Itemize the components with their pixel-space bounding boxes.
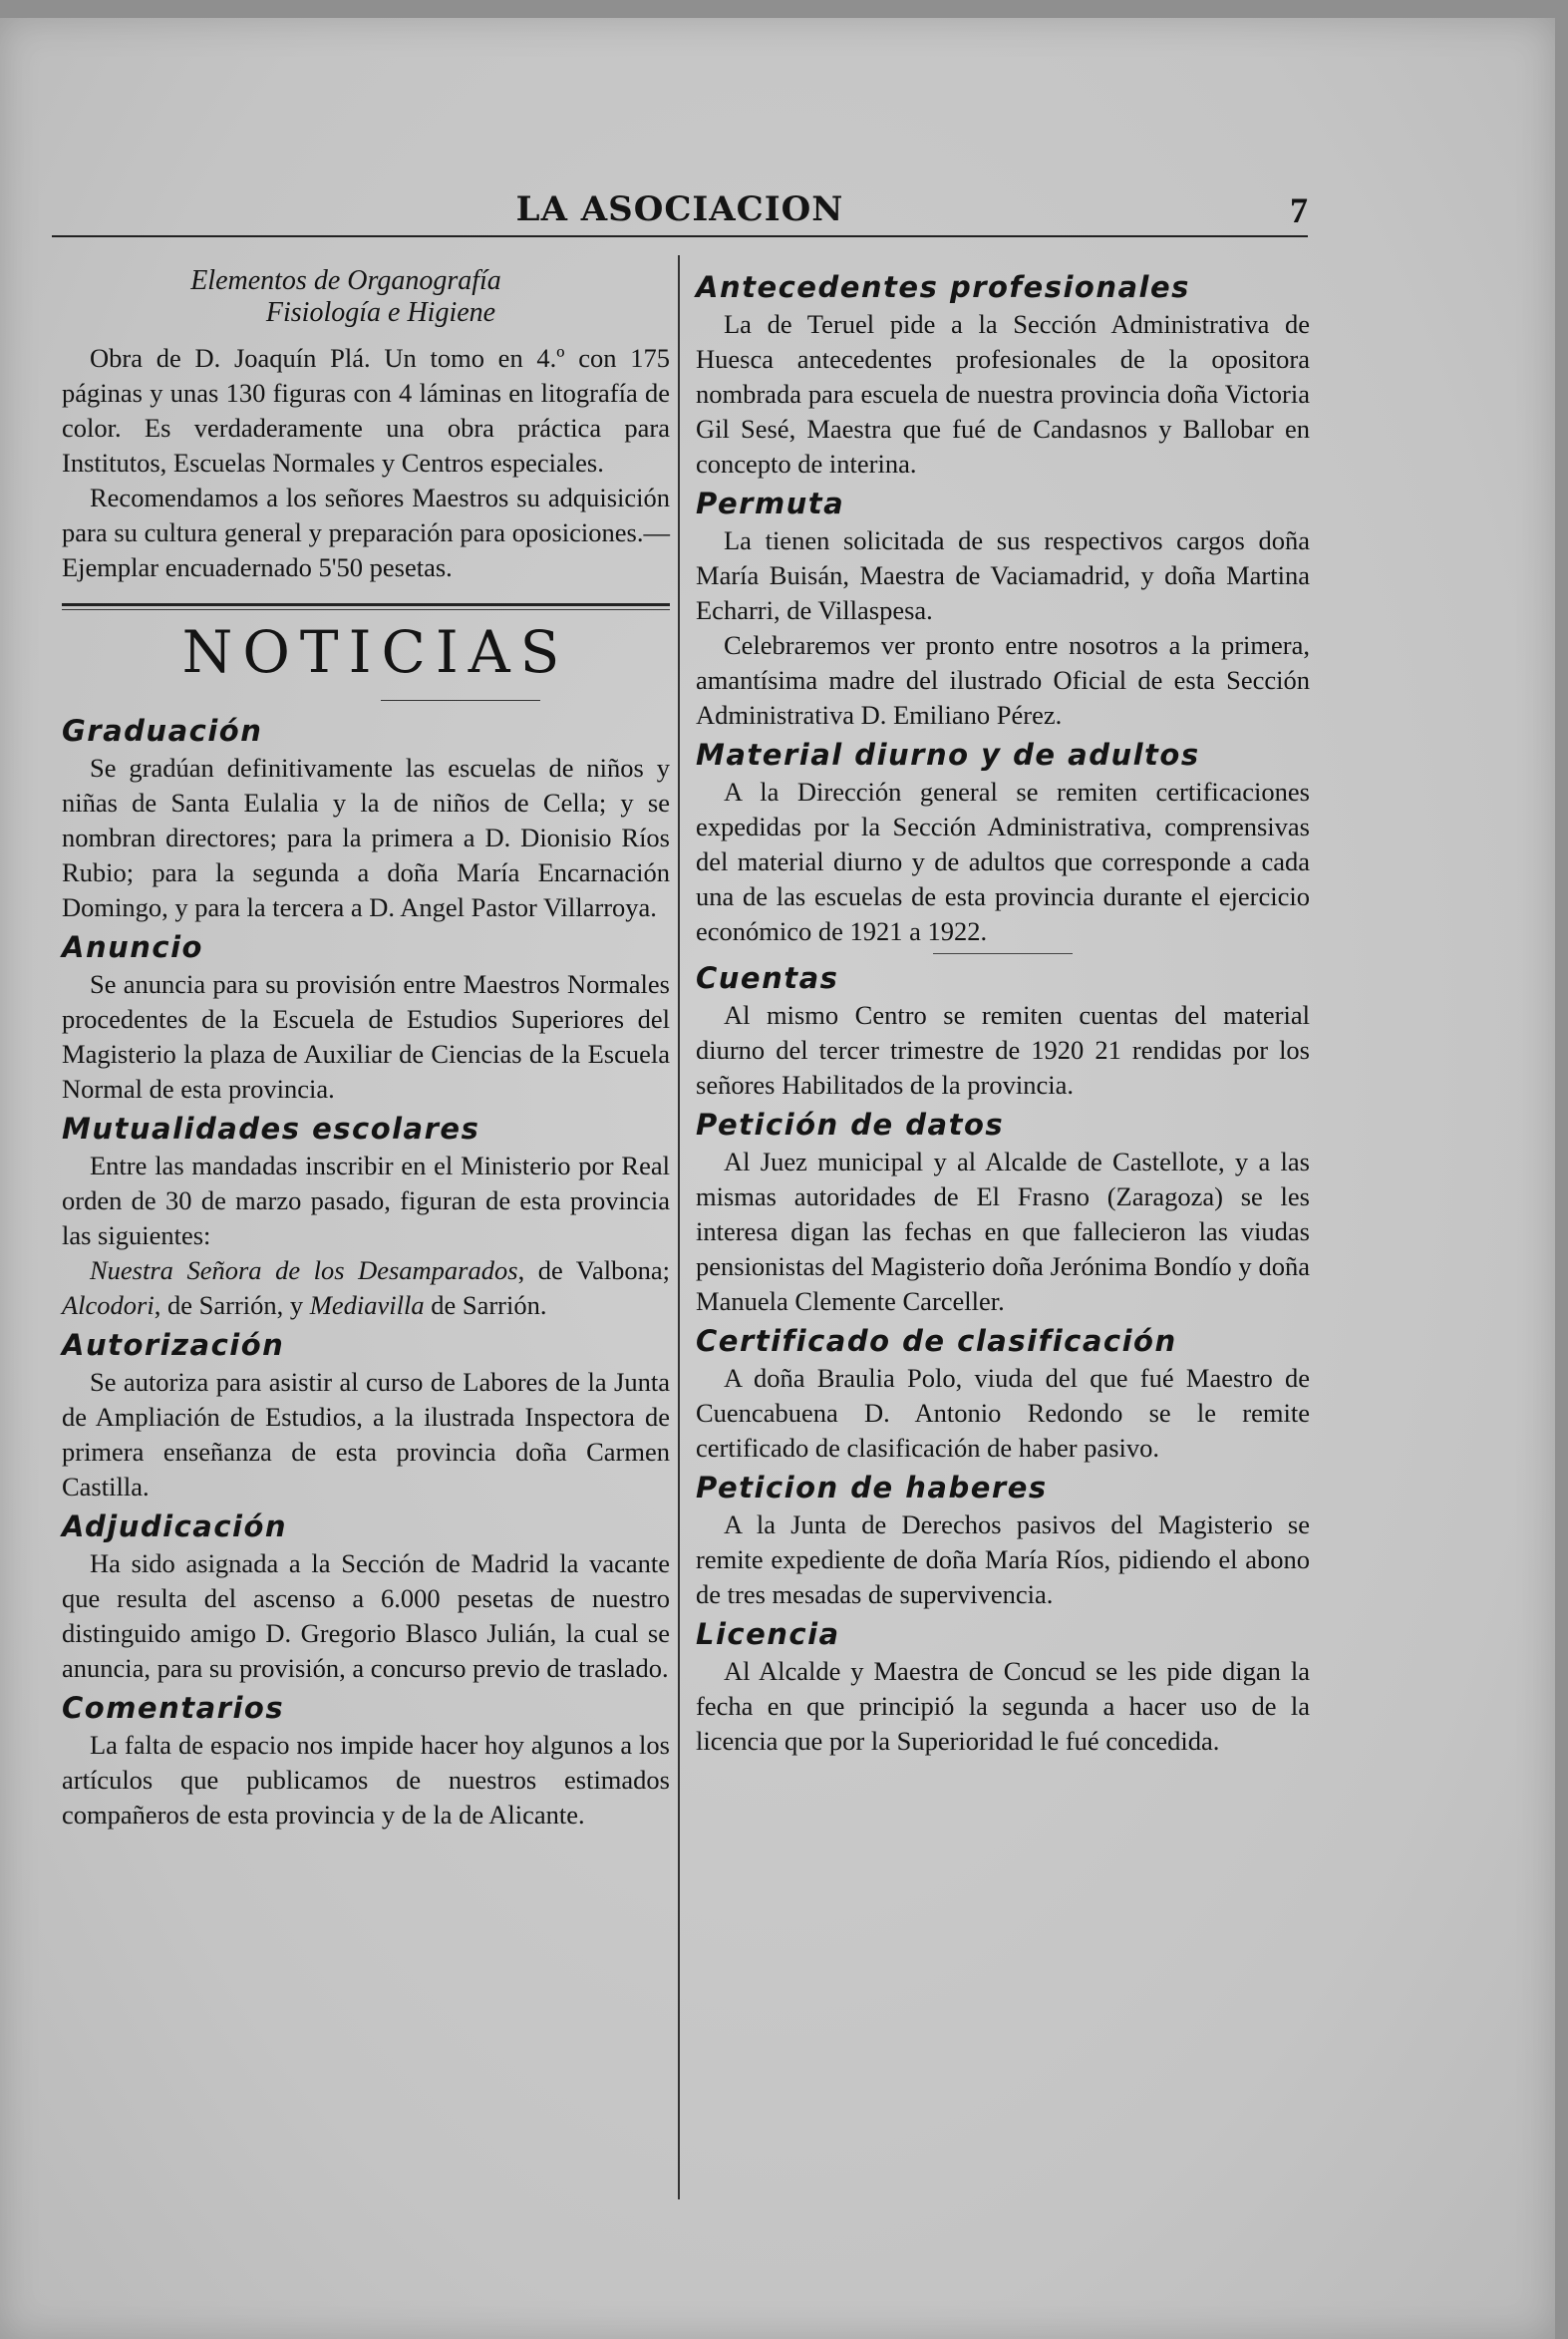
- book-recommendation: Recomendamos a los señores Maestros su adquisición para su cultura general y preparación para oposiciones.—Ejemplar encuadernado 5'50 pesetas.: [62, 483, 670, 582]
- book-title-line-1: Elementos de Organografía: [190, 265, 501, 296]
- left-column: [62, 265, 670, 1833]
- noticias-heading: NOTICIAS: [181, 618, 570, 686]
- section-title-adjudicacion: Adjudicación: [62, 1509, 288, 1543]
- section-title-antecedentes: Antecedentes profesionales: [696, 270, 1190, 304]
- section-separator: [933, 953, 1073, 954]
- section-title-autorizacion: Autorización: [62, 1328, 285, 1362]
- section-title-peticion-datos: Petición de datos: [696, 1108, 1005, 1142]
- section-text-haberes: A la Junta de Derechos pasivos del Magisterio se remite expediente de doña María Ríos, pidiendo el abono de tres mesadas de supervivencia.: [696, 1509, 1310, 1609]
- page-header: [52, 189, 1308, 239]
- section-text-permuta-2: Celebraremos ver pronto entre nosotros a la primera, amantísima madre del ilustrado Oficial de esta Sección Administrativa D. Emiliano Pérez.: [696, 630, 1310, 730]
- section-text-licencia: Al Alcalde y Maestra de Concud se les pide digan la fecha en que principió la segunda a hacer uso de la licencia que por la Superioridad le fué concedida.: [696, 1656, 1310, 1756]
- mutualidad-name-1: Nuestra Señora de los Desamparados: [90, 1255, 518, 1285]
- book-title: [62, 265, 670, 329]
- section-title-licencia: Licencia: [696, 1617, 840, 1651]
- mutualidad-name-2: Alcodori: [62, 1290, 155, 1320]
- section-text-autorizacion: Se autoriza para asistir al curso de Labores de la Junta de Ampliación de Estudios, a la ilustrada Inspectora de primera enseñanza de esta provincia doña Carmen Castilla.: [62, 1367, 670, 1502]
- newspaper-page: [0, 18, 1555, 2339]
- section-text-anuncio: Se anuncia para su provisión entre Maestros Normales procedentes de la Escuela de Estudios Superiores del Magisterio la plaza de Auxiliar de Ciencias de la Escuela Normal de esta provincia.: [62, 969, 670, 1104]
- section-text-mutualidades: Entre las mandadas inscribir en el Ministerio por Real orden de 30 de marzo pasado, figuran de esta provincia las siguientes:: [62, 1151, 670, 1250]
- column-divider: [678, 255, 680, 2199]
- section-text-antecedentes: La de Teruel pide a la Sección Administrativa de Huesca antecedentes profesionales de la opositora nombrada para escuela de nuestra provincia doña Victoria Gil Sesé, Maestra que fué de Candasnos y Ballobar en concepto de interina.: [696, 309, 1310, 479]
- header-rule: [52, 235, 1308, 237]
- mutualidad-place-1: , de Valbona;: [517, 1255, 670, 1285]
- newspaper-title: LA ASOCIACION: [515, 189, 844, 229]
- section-title-permuta: Permuta: [696, 487, 845, 520]
- section-text-comentarios: La falta de espacio nos impide hacer hoy algunos a los artículos que publicamos de nuestros estimados compañeros de esta provincia y de la de Alicante.: [62, 1730, 670, 1830]
- right-column: [696, 265, 1310, 1759]
- section-title-mutualidades: Mutualidades escolares: [62, 1112, 480, 1146]
- section-title-certificado: Certificado de clasificación: [696, 1324, 1177, 1358]
- section-text-certificado: A doña Braulia Polo, viuda del que fué Maestro de Cuencabuena D. Antonio Redondo se le remite certificado de clasificación de haber pasivo.: [696, 1363, 1310, 1463]
- section-title-comentarios: Comentarios: [62, 1691, 285, 1725]
- book-title-line-2: Fisiología e Higiene: [265, 297, 496, 328]
- mutualidad-place-2: , de Sarrión, y: [154, 1290, 310, 1320]
- section-text-cuentas: Al mismo Centro se remiten cuentas del material diurno del tercer trimestre de 1920 21 rendidas por los señores Habilitados de la provincia.: [696, 1000, 1310, 1100]
- mutualidad-place-3: de Sarrión.: [424, 1290, 547, 1320]
- noticias-banner: [62, 603, 670, 701]
- section-text-material: A la Dirección general se remiten certificaciones expedidas por la Sección Administrativa, comprensivas del material diurno y de adultos que corresponde a cada una de las escuelas de esta provincia durante el ejercicio económico de 1921 a 1922.: [696, 777, 1310, 946]
- section-text-permuta: La tienen solicitada de sus respectivos cargos doña María Buisán, Maestra de Vaciamadrid, y doña Martina Echarri, de Villaspesa.: [696, 525, 1310, 625]
- section-text-graduacion: Se gradúan definitivamente las escuelas de niños y niñas de Santa Eulalia y la de niños de Cella; y se nombran directores; para la primera a D. Dionisio Ríos Rubio; para la segunda a doña María Encarnación Domingo, y para la tercera a D. Angel Pastor Villarroya.: [62, 753, 670, 922]
- section-title-material: Material diurno y de adultos: [696, 738, 1200, 772]
- section-text-peticion-datos: Al Juez municipal y al Alcalde de Castellote, y a las mismas autoridades de El Frasno (Zaragoza) se les interesa digan las fechas en que fallecieron las viudas pensionistas del Magisterio doña Jerónima Bondío y doña Manuela Clemente Carceller.: [696, 1147, 1310, 1316]
- mutualidades-list: [62, 1253, 670, 1323]
- noticias-rule-short: [381, 700, 540, 701]
- section-title-anuncio: Anuncio: [62, 930, 203, 964]
- section-text-adjudicacion: Ha sido asignada a la Sección de Madrid la vacante que resulta del ascenso a 6.000 pesetas de nuestro distinguido amigo D. Gregorio Blasco Julián, la cual se anuncia, para su provisión, a concurso previo de traslado.: [62, 1548, 670, 1683]
- mutualidad-name-3: Mediavilla: [309, 1290, 425, 1320]
- section-title-cuentas: Cuentas: [696, 961, 839, 995]
- section-title-haberes: Peticion de haberes: [696, 1471, 1048, 1504]
- page-number: 7: [1290, 190, 1308, 230]
- section-title-graduacion: Graduación: [62, 714, 263, 748]
- noticias-rule-top: [62, 603, 670, 606]
- book-description: Obra de D. Joaquín Plá. Un tomo en 4.º con 175 páginas y unas 130 figuras con 4 láminas en litografía de color. Es verdaderamente una obra práctica para Institutos, Escuelas Normales y Centros especiales.: [62, 343, 670, 478]
